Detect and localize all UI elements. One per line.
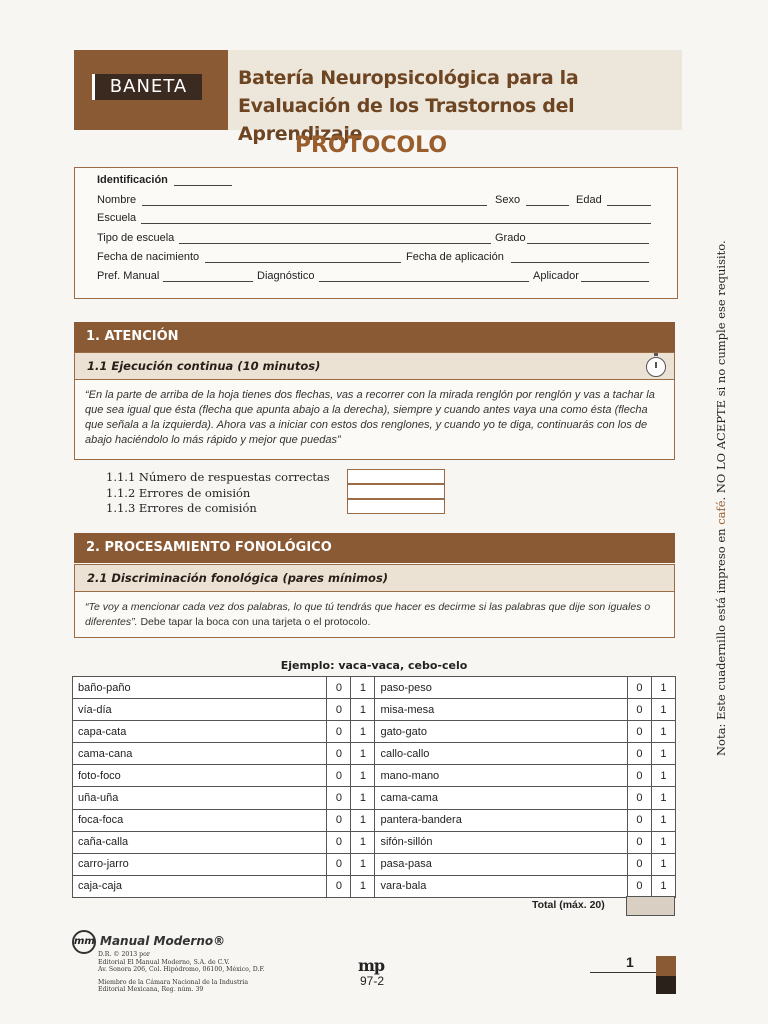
identification-heading: Identificación [97, 174, 168, 186]
imprint-line: Miembro de la Cámara Nacional de la Industria [98, 978, 249, 986]
score-box-correctas[interactable] [347, 469, 445, 484]
score-1-option[interactable]: 1 [651, 765, 675, 787]
score-1-option[interactable]: 1 [351, 721, 375, 743]
word-pairs-table [72, 676, 676, 898]
table-row [73, 765, 676, 787]
score-0-option[interactable]: 0 [627, 831, 651, 853]
score-0-option[interactable]: 0 [327, 787, 351, 809]
imprint-block [98, 951, 265, 994]
ident-row-tipo [97, 232, 649, 248]
word-pair-left: foca-foca [73, 809, 327, 831]
table-row [73, 853, 676, 875]
score-0-option[interactable]: 0 [627, 743, 651, 765]
word-pair-right: gato-gato [375, 721, 627, 743]
page-rule [590, 972, 658, 973]
word-pair-right: paso-peso [375, 677, 627, 699]
table-row [73, 809, 676, 831]
score-item-comision: 1.1.3 Errores de comisión [106, 501, 257, 515]
word-pair-right: cama-cama [375, 787, 627, 809]
nombre-label: Nombre [97, 194, 137, 206]
imprint-line: Av. Sonora 206, Col. Hipódromo, 06100, México, D.F. [98, 966, 265, 973]
score-0-option[interactable]: 0 [627, 853, 651, 875]
imprint-line: Editorial El Manual Moderno, S.A. de C.V. [98, 958, 230, 966]
section-2-instructions [74, 592, 675, 638]
word-pair-right: callo-callo [375, 743, 627, 765]
diagnostico-label: Diagnóstico [257, 270, 315, 282]
ident-row-escuela [97, 212, 649, 228]
brand-label: BANETA [109, 76, 188, 97]
pref-manual-field[interactable] [163, 281, 253, 282]
word-pair-right: mano-mano [375, 765, 627, 787]
word-pair-right: misa-mesa [375, 699, 627, 721]
escuela-label: Escuela [97, 212, 137, 224]
table-row [73, 699, 676, 721]
escuela-field[interactable] [141, 223, 651, 224]
tipo-escuela-label: Tipo de escuela [97, 232, 175, 244]
section-1-1-header [74, 352, 675, 380]
word-pair-left: vía-día [73, 699, 327, 721]
word-pair-left: cama-cana [73, 743, 327, 765]
example-line: Ejemplo: vaca-vaca, cebo-celo [280, 659, 468, 672]
title-line-1: Batería Neuropsicológica para la [238, 67, 579, 89]
page-title: PROTOCOLO [294, 133, 448, 158]
score-1-option[interactable]: 1 [351, 787, 375, 809]
section-2-instructions-note: Debe tapar la boca con una tarjeta o el protocolo. [137, 616, 371, 628]
score-1-option[interactable]: 1 [351, 875, 375, 897]
score-1-option[interactable]: 1 [651, 831, 675, 853]
stopwatch-icon [646, 357, 666, 377]
aplicador-label: Aplicador [533, 270, 579, 282]
score-1-option[interactable]: 1 [651, 875, 675, 897]
score-0-option[interactable]: 0 [327, 831, 351, 853]
section-1-1-title: 1.1 Ejecución continua (10 minutos) [87, 359, 321, 373]
word-pair-right: vara-bala [375, 875, 627, 897]
score-1-option[interactable]: 1 [651, 809, 675, 831]
imprint-line: Editorial Mexicana, Reg. núm. 39 [98, 986, 204, 993]
ident-row-pref [97, 270, 649, 286]
aplicador-field[interactable] [581, 281, 649, 282]
score-1-option[interactable]: 1 [351, 765, 375, 787]
mm-logo-icon: mm [72, 930, 96, 954]
nombre-field[interactable] [142, 205, 487, 206]
score-1-option[interactable]: 1 [351, 853, 375, 875]
score-item-omision: 1.1.2 Errores de omisión [106, 486, 251, 500]
word-pair-right: pantera-bandera [375, 809, 627, 831]
score-0-option[interactable]: 0 [327, 875, 351, 897]
score-0-option[interactable]: 0 [627, 677, 651, 699]
score-1-option[interactable]: 1 [651, 699, 675, 721]
score-0-option[interactable]: 0 [627, 809, 651, 831]
score-0-option[interactable]: 0 [327, 765, 351, 787]
word-pair-left: carro-jarro [73, 853, 327, 875]
score-1-option[interactable]: 1 [351, 699, 375, 721]
grado-label: Grado [495, 232, 526, 244]
fecha-aplicacion-field[interactable] [511, 262, 649, 263]
total-box[interactable] [626, 896, 675, 916]
identification-field[interactable] [174, 185, 232, 186]
mp-logo-icon: mp [358, 956, 385, 975]
word-pair-left: uña-uña [73, 787, 327, 809]
score-0-option[interactable]: 0 [627, 875, 651, 897]
pref-manual-label: Pref. Manual [97, 270, 160, 282]
score-0-option[interactable]: 0 [327, 677, 351, 699]
grado-field[interactable] [527, 243, 649, 244]
score-1-option[interactable]: 1 [351, 677, 375, 699]
score-1-option[interactable]: 1 [351, 831, 375, 853]
score-0-option[interactable]: 0 [327, 853, 351, 875]
table-row [73, 743, 676, 765]
score-box-comision[interactable] [347, 499, 445, 514]
score-1-option[interactable]: 1 [651, 787, 675, 809]
section-1-instructions: “En la parte de arriba de la hoja tienes dos flechas, vas a recorrer con la mirada renglón por renglón y vas a tachar la que sea igual que ésta (flecha que apunta abajo a la derecha), siempre y cuando antes vaya una como ésta (flecha que señala a la izquierda). Ahora vas a iniciar con estos dos renglones, y cuando yo te diga, continuarás con los de abajo haciéndolo lo más rápido y mejor que puedas” [74, 380, 675, 460]
tipo-escuela-field[interactable] [179, 243, 491, 244]
header-banner [74, 50, 682, 145]
word-pair-left: baño-paño [73, 677, 327, 699]
fecha-nacimiento-label: Fecha de nacimiento [97, 251, 200, 263]
word-pair-left: caja-caja [73, 875, 327, 897]
sexo-label: Sexo [495, 194, 521, 206]
score-1-option[interactable]: 1 [651, 677, 675, 699]
imprint-line: D.R. © 2013 por [98, 951, 150, 958]
score-1-option[interactable]: 1 [351, 743, 375, 765]
edad-label: Edad [576, 194, 602, 206]
score-0-option[interactable]: 0 [627, 765, 651, 787]
section-2-header: 2. PROCESAMIENTO FONOLÓGICO [74, 533, 675, 563]
page-number: 1 [626, 954, 634, 970]
ident-row-fechas [97, 251, 649, 267]
diagnostico-field[interactable] [319, 281, 529, 282]
score-1-option[interactable]: 1 [651, 721, 675, 743]
score-1-option[interactable]: 1 [651, 853, 675, 875]
word-pair-left: foto-foco [73, 765, 327, 787]
side-note: Nota: Este cuadernillo está impreso en café. NO LO ACEPTE si no cumple ese requisito. [714, 240, 728, 756]
ident-row-nombre [97, 194, 649, 210]
product-code: 97-2 [360, 974, 385, 988]
page-tab-marker [656, 956, 676, 994]
table-row [73, 677, 676, 699]
score-0-option[interactable]: 0 [327, 743, 351, 765]
score-0-option[interactable]: 0 [327, 699, 351, 721]
score-0-option[interactable]: 0 [627, 787, 651, 809]
edad-field[interactable] [607, 205, 651, 206]
section-2-instructions-quote: “Te voy a mencionar cada vez dos palabras, lo que tú tendrás que hacer es decirme si las palabras que dije son iguales o diferentes”. [85, 601, 651, 628]
title-line-2: Evaluación de los Trastornos del Aprendizaje [238, 95, 575, 145]
score-0-option[interactable]: 0 [627, 699, 651, 721]
fecha-nacimiento-field[interactable] [205, 262, 401, 263]
table-row [73, 875, 676, 897]
score-1-option[interactable]: 1 [651, 743, 675, 765]
identification-box [74, 167, 678, 299]
word-pair-left: capa-cata [73, 721, 327, 743]
fecha-aplicacion-label: Fecha de aplicación [406, 251, 504, 263]
score-box-omision[interactable] [347, 484, 445, 499]
table-row [73, 787, 676, 809]
publisher-name: Manual Moderno® [100, 934, 226, 948]
section-1-header: 1. ATENCIÓN [74, 322, 675, 352]
brand-badge [92, 74, 202, 100]
table-row [73, 831, 676, 853]
table-row [73, 721, 676, 743]
word-pair-right: pasa-pasa [375, 853, 627, 875]
score-1-option[interactable]: 1 [351, 809, 375, 831]
total-label: Total (máx. 20) [532, 899, 605, 911]
ident-row-heading [97, 174, 649, 190]
score-0-option[interactable]: 0 [327, 809, 351, 831]
score-0-option[interactable]: 0 [327, 721, 351, 743]
section-2-1-header: 2.1 Discriminación fonológica (pares mínimos) [74, 564, 675, 592]
score-item-correctas: 1.1.1 Número de respuestas correctas [106, 470, 330, 484]
word-pair-right: sifón-sillón [375, 831, 627, 853]
word-pair-left: caña-calla [73, 831, 327, 853]
sexo-field[interactable] [526, 205, 569, 206]
header-brand-panel [74, 50, 228, 130]
score-0-option[interactable]: 0 [627, 721, 651, 743]
